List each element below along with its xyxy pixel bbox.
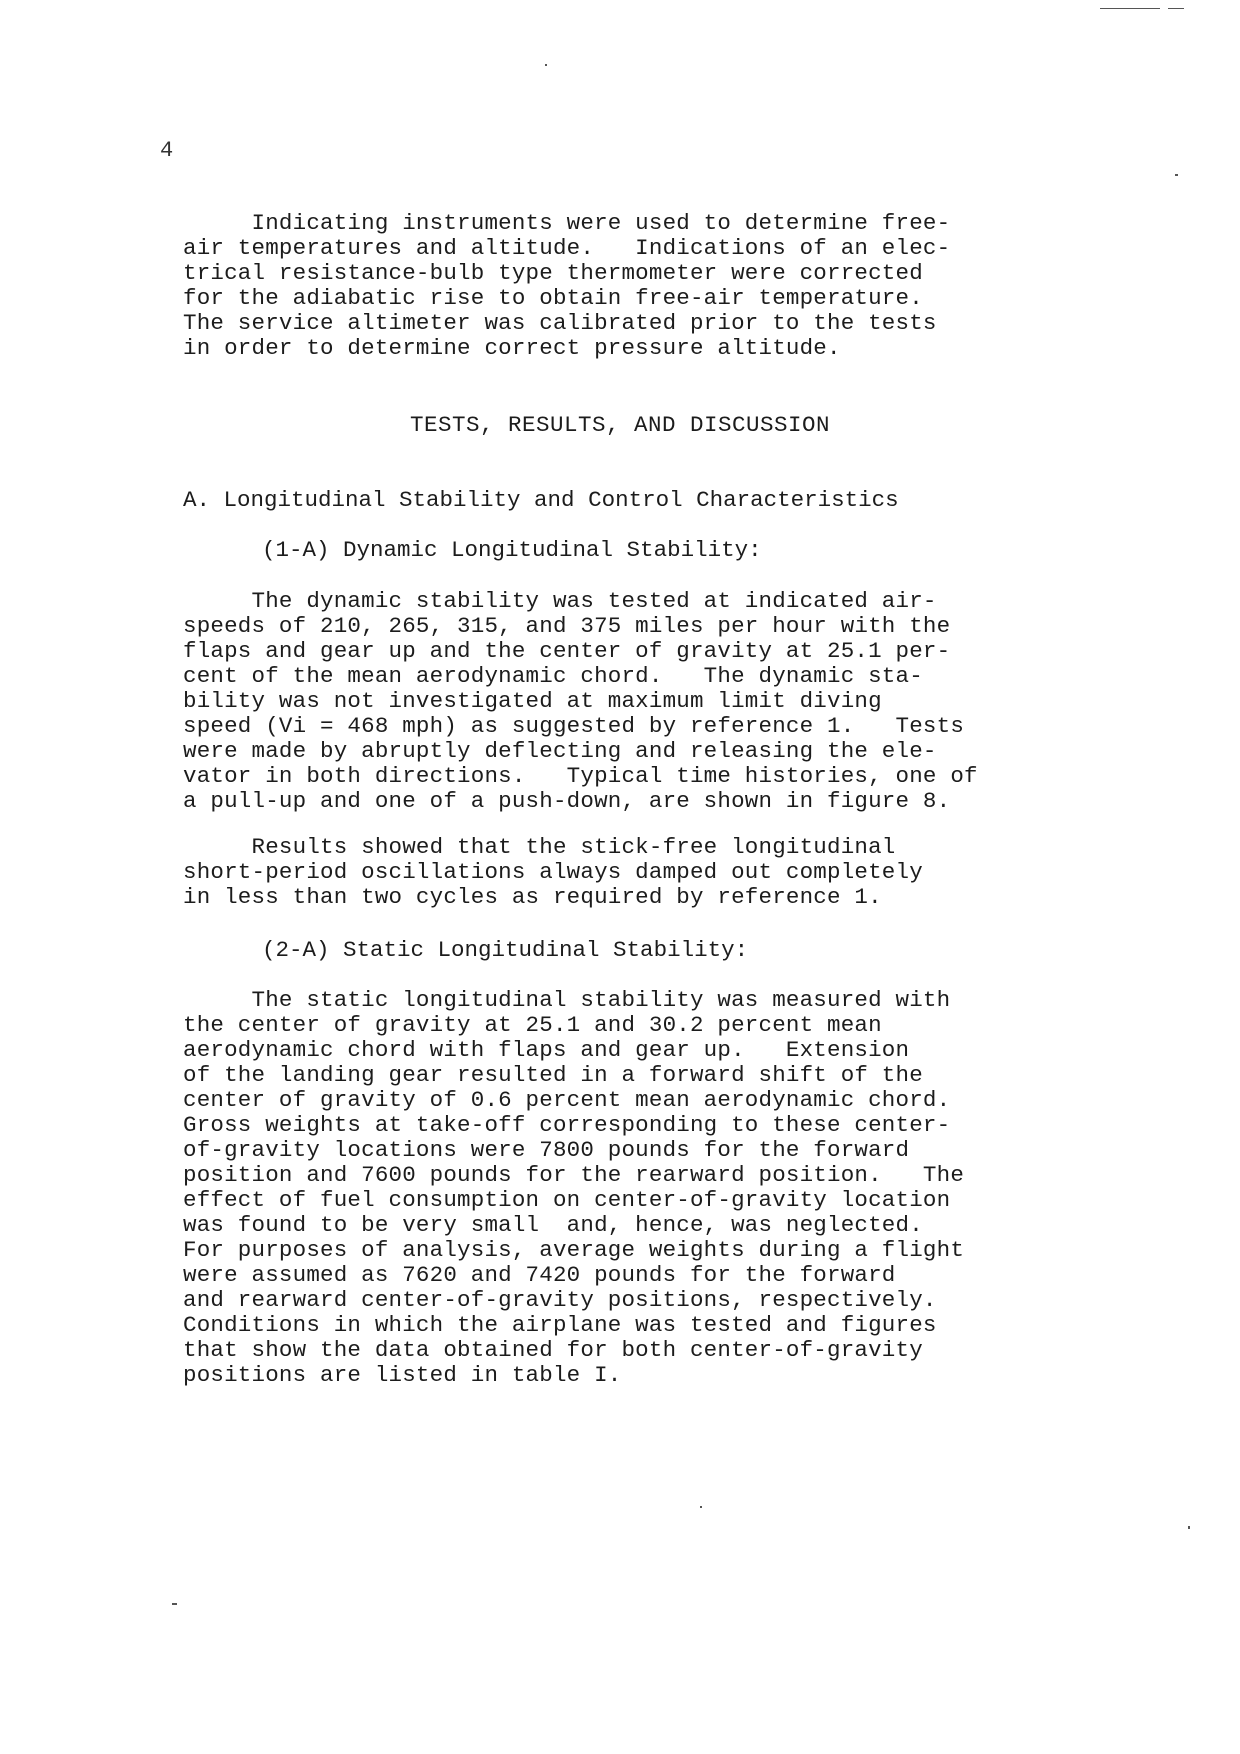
text-line: center of gravity of 0.6 percent mean aerodynamic chord. bbox=[183, 1087, 951, 1113]
scan-mark bbox=[1175, 174, 1178, 176]
text-line: speeds of 210, 265, 315, and 375 miles per hour with the bbox=[183, 613, 951, 639]
dynamic-stability-paragraph bbox=[183, 589, 1063, 814]
section-heading: A. Longitudinal Stability and Control Characteristics bbox=[183, 487, 899, 513]
scan-mark bbox=[700, 1506, 702, 1508]
text-line: speed (Vi = 468 mph) as suggested by reference 1. Tests bbox=[183, 713, 965, 739]
text-line: positions are listed in table I. bbox=[183, 1362, 622, 1388]
text-line: were assumed as 7620 and 7420 pounds for the forward bbox=[183, 1262, 896, 1288]
scan-mark bbox=[545, 64, 547, 66]
scan-mark bbox=[172, 1603, 177, 1605]
text-line: The service altimeter was calibrated prior to the tests bbox=[183, 310, 937, 336]
text-line: cent of the mean aerodynamic chord. The dynamic sta- bbox=[183, 663, 923, 689]
text-line: that show the data obtained for both center-of-gravity bbox=[183, 1337, 923, 1363]
text-line: Gross weights at take-off corresponding to these center- bbox=[183, 1112, 951, 1138]
text-line: Conditions in which the airplane was tested and figures bbox=[183, 1312, 937, 1338]
intro-paragraph bbox=[183, 211, 1063, 361]
text-line: the center of gravity at 25.1 and 30.2 percent mean bbox=[183, 1012, 882, 1038]
text-line: of-gravity locations were 7800 pounds for the forward bbox=[183, 1137, 910, 1163]
text-line: flaps and gear up and the center of gravity at 25.1 per- bbox=[183, 638, 951, 664]
text-line: The dynamic stability was tested at indicated air- bbox=[183, 588, 937, 614]
text-line: air temperatures and altitude. Indications of an elec- bbox=[183, 235, 951, 261]
text-line: effect of fuel consumption on center-of-gravity location bbox=[183, 1187, 951, 1213]
text-line: in less than two cycles as required by reference 1. bbox=[183, 884, 882, 910]
text-line: bility was not investigated at maximum limit diving bbox=[183, 688, 882, 714]
page-number: 4 bbox=[160, 138, 174, 163]
scan-mark bbox=[1168, 8, 1184, 9]
text-line: a pull-up and one of a push-down, are shown in figure 8. bbox=[183, 788, 951, 814]
subsection-heading-dynamic: (1-A) Dynamic Longitudinal Stability: bbox=[262, 537, 762, 563]
subsection-heading-static: (2-A) Static Longitudinal Stability: bbox=[262, 937, 749, 963]
results-paragraph bbox=[183, 835, 1063, 910]
text-line: trical resistance-bulb type thermometer were corrected bbox=[183, 260, 923, 286]
text-line: was found to be very small and, hence, was neglected. bbox=[183, 1212, 923, 1238]
static-stability-paragraph bbox=[183, 988, 1063, 1388]
text-line: vator in both directions. Typical time histories, one of bbox=[183, 763, 978, 789]
text-line: aerodynamic chord with flaps and gear up. Extension bbox=[183, 1037, 910, 1063]
text-line: short-period oscillations always damped out completely bbox=[183, 859, 923, 885]
scan-mark bbox=[1188, 1526, 1190, 1529]
text-line: for the adiabatic rise to obtain free-air temperature. bbox=[183, 285, 923, 311]
text-line: position and 7600 pounds for the rearward position. The bbox=[183, 1162, 965, 1188]
scan-mark bbox=[1100, 8, 1160, 9]
main-heading: TESTS, RESULTS, AND DISCUSSION bbox=[409, 412, 831, 438]
text-line: Results showed that the stick-free longitudinal bbox=[183, 834, 896, 860]
text-line: and rearward center-of-gravity positions, respectively. bbox=[183, 1287, 937, 1313]
text-line: of the landing gear resulted in a forward shift of the bbox=[183, 1062, 923, 1088]
text-line: Indicating instruments were used to determine free- bbox=[183, 210, 951, 236]
text-line: The static longitudinal stability was measured with bbox=[183, 987, 951, 1013]
text-line: in order to determine correct pressure altitude. bbox=[183, 335, 841, 361]
text-line: were made by abruptly deflecting and releasing the ele- bbox=[183, 738, 937, 764]
text-line: For purposes of analysis, average weights during a flight bbox=[183, 1237, 965, 1263]
